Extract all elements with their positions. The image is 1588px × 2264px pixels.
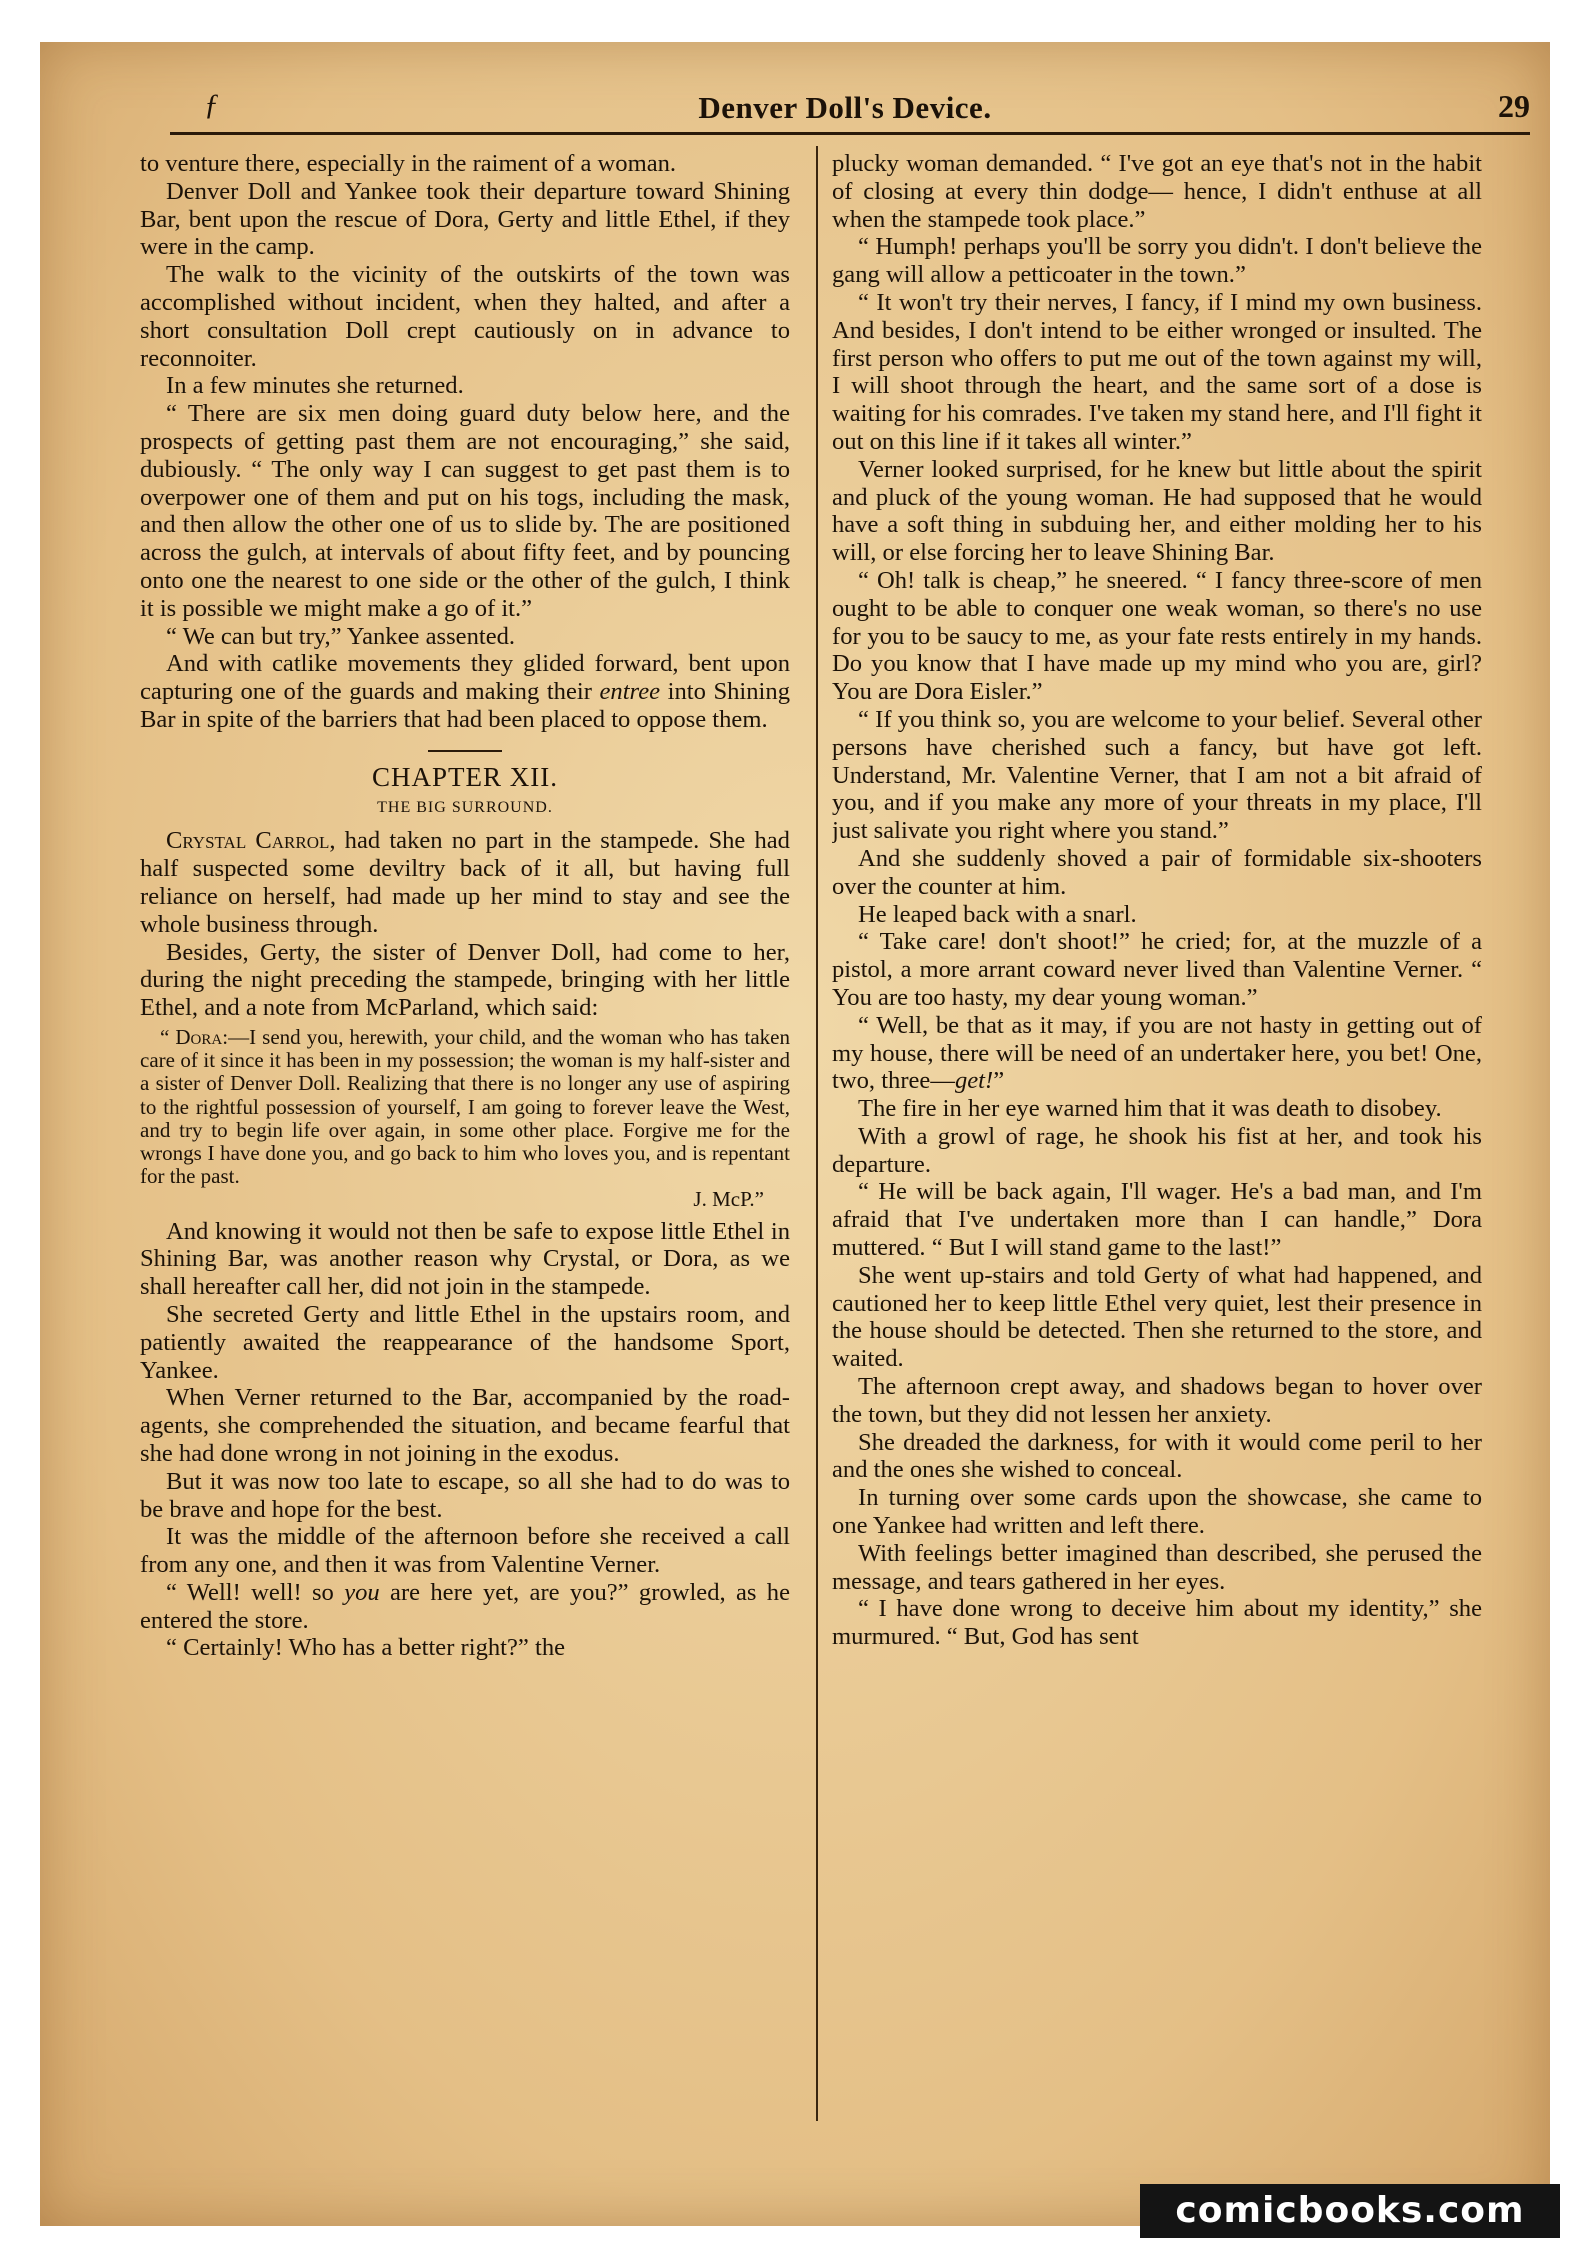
paragraph: She dreaded the darkness, for with it would come peril to her and the ones she wished to conceal. [832,1428,1482,1484]
paragraph: She went up-stairs and told Gerty of what had happened, and cautioned her to keep little Ethel very quiet, lest their presence in the house should be detected. Then she returned to the store, and waited. [832,1261,1482,1373]
running-title: Denver Doll's Device. [698,90,992,125]
page-header [160,68,1530,128]
column-divider [816,146,818,2121]
text-run: “ Well! well! so [166,1578,345,1606]
text-run: —I send you, herewith, your child, and the woman who has taken care of it since it has been in my possession; the woman is my half-sister and a sister of Denver Doll. Realizing that there is no longer any use of aspiring to the rightful possession of yourself, I am going to forever leave the West, and try to begin life over again, in some other place. Forgive me for the wrongs I have done you, and go back to him who loves you, and is repentant for the past. [140,1024,790,1189]
paragraph: “ Humph! perhaps you'll be sorry you didn't. I don't believe the gang will allow a petticoater in the town.” [832,233,1482,289]
paragraph: “ There are six men doing guard duty below here, and the prospects of getting past them are not encouraging,” she said, dubiously. “ The only way I can suggest to get past them is to overpower one of them and put on his togs, including the mask, and then allow the other one of us to slide by. The are positioned across the gulch, at intervals of about fifty feet, and by pouncing onto one the nearest to one side or the other of the gulch, I think it is possible we might make a go of it.” [140,400,790,622]
page-number: 29 [1498,88,1530,124]
paragraph [832,1012,1482,1095]
paragraph: It was the middle of the afternoon before she received a call from any one, and then it was from Valentine Verner. [140,1523,790,1579]
paragraph: “ He will be back again, I'll wager. He's a bad man, and I'm afraid that I've undertaken more than I can handle,” Dora muttered. “ But I will stand game to the last!” [832,1178,1482,1262]
paragraph: The afternoon crept away, and shadows began to hover over the town, but they did not lessen her anxiety. [832,1373,1482,1428]
header-mark: ƒ [204,88,219,121]
lead-in: Crystal Carrol, [166,827,336,855]
paragraph: “ Oh! talk is cheap,” he sneered. “ I fancy three-score of men ought to be able to conquer one weak woman, so there's no use for you to be saucy to me, as your fate rests entirely in my hands. Do you know that I have made up my mind who you are, girl? You are Dora Eisler.” [832,566,1482,706]
letter-signature: J. McP.” [693,1187,764,1212]
text-run: into Shining Bar in spite of the barriers that had been placed to oppose them. [140,678,790,733]
magazine-page [40,42,1550,2226]
paragraph: In a few minutes she returned. [166,372,464,400]
paragraph: to venture there, especially in the raiment of a woman. [140,150,677,177]
paragraph: “ I have done wrong to deceive him about my identity,” she murmured. “ But, God has sent [832,1595,1482,1651]
paragraph: And she suddenly shoved a pair of formidable six-shooters over the counter at him. [832,844,1482,900]
text-run: And with catlike movements they glided forward, bent upon capturing one of the guards and making their [140,650,790,706]
paragraph: When Verner returned to the Bar, accompanied by the road-agents, she comprehended the situation, and became fearful that she had done wrong in not joining in the exodus. [140,1384,790,1467]
paragraph: And knowing it would not then be safe to expose little Ethel in Shining Bar, was another reason why Crystal, or Dora, as we shall hereafter call her, did not join in the stampede. [140,1217,790,1301]
letter-body [140,1026,790,1188]
text-run: had taken no part in the stampede. She had half suspected some deviltry back of it all, but having full reliance on herself, had made up her mind to stay and see the whole business through. [140,827,790,938]
text-run: are here yet, are you?” growled, as he entered the store. [140,1578,790,1634]
paragraph: “ It won't try their nerves, I fancy, if I mind my own business. And besides, I don't intend to be either wronged or insulted. The first person who offers to put me out of the town against my will, I will shoot through the heart, and the same sort of a dose is waiting for his comrades. I've taken my stand here, and I'll fight it out on this line if it takes all winter.” [832,288,1482,455]
paragraph: Besides, Gerty, the sister of Denver Doll, had come to her, during the night preceding the stampede, bringing with her little Ethel, and a note from McParland, which said: [140,938,790,1022]
paragraph [140,1579,790,1635]
text-run: “ Well, be that as it may, if you are not hasty in getting out of my house, there will be need of an undertaker here, you bet! One, two, three— [832,1011,1482,1095]
chapter-subtitle: THE BIG SURROUND. [377,798,553,816]
chapter-rule [428,750,502,752]
italic-word: entree [599,678,661,706]
paragraph [140,650,790,733]
paragraph: With a growl of rage, he shook his fist at her, and took his departure. [832,1122,1482,1178]
text-run: ” [993,1067,1005,1095]
paragraph: She secreted Gerty and little Ethel in the upstairs room, and patiently awaited the reappearance of the handsome Sport, Yankee. [140,1300,790,1384]
chapter-title: CHAPTER XII. [372,761,558,792]
left-column [140,150,790,2120]
italic-word: get! [954,1067,994,1095]
paragraph: “ We can but try,” Yankee assented. [166,622,516,650]
italic-word: you [344,1578,380,1606]
right-column [832,150,1482,2120]
paragraph: “ Certainly! Who has a better right?” the [166,1634,566,1662]
letter-salutation: “ Dora: [160,1024,229,1049]
paragraph: With feelings better imagined than described, she perused the message, and tears gathered in her eyes. [832,1539,1482,1595]
paragraph: In turning over some cards upon the showcase, she came to one Yankee had written and left there. [832,1484,1482,1540]
paragraph: Denver Doll and Yankee took their departure toward Shining Bar, bent upon the rescue of Dora, Gerty and little Ethel, if they were in the camp. [140,177,790,261]
paragraph: plucky woman demanded. “ I've got an eye that's not in the habit of closing at every thin dodge— hence, I didn't enthuse at all when the stampede took place.” [832,150,1482,233]
paragraph: But it was now too late to escape, so all she had to do was to be brave and hope for the best. [140,1467,790,1523]
paragraph: The walk to the vicinity of the outskirts of the town was accomplished without incident, when they halted, and after a short consultation Doll crept cautiously on in advance to reconnoiter. [140,261,790,372]
paragraph: “ If you think so, you are welcome to your belief. Several other persons have cherished such a fancy, but have got left. Understand, Mr. Valentine Verner, that I am not a bit afraid of you, and if you make any more of your threats in my place, I'll just salivate you right where you stand.” [832,705,1482,845]
quoted-letter [140,1026,790,1212]
paragraph: He leaped back with a snarl. [858,900,1137,928]
paragraph [140,827,790,938]
paragraph: Verner looked surprised, for he knew but little about the spirit and pluck of the young woman. He had supposed that he would have a soft thing in subduing her, and either molding her to his will, or else forcing her to leave Shining Bar. [832,455,1482,567]
paragraph: “ Take care! don't shoot!” he cried; for, at the muzzle of a pistol, a more arrant coward never lived than Valentine Verner. “ You are too hasty, my dear young woman.” [832,928,1482,1011]
site-watermark: comicbooks.com [1140,2184,1560,2238]
paragraph: The fire in her eye warned him that it was death to disobey. [858,1095,1442,1123]
header-rule [170,132,1530,135]
